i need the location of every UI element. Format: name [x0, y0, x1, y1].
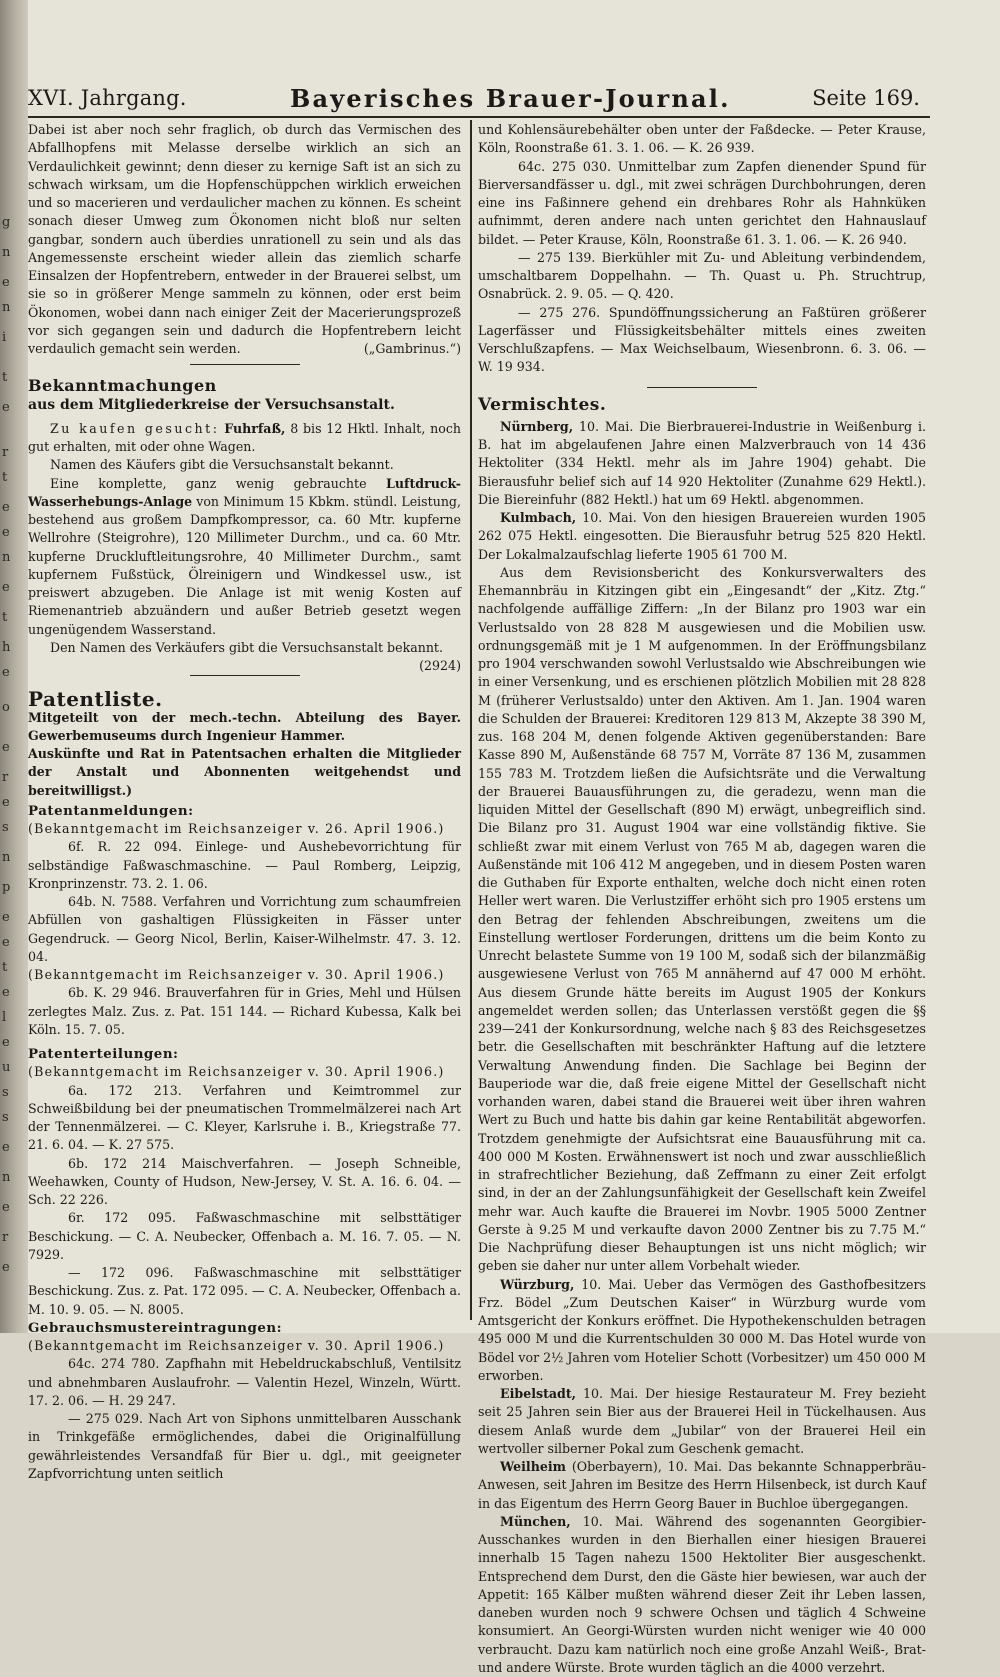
intro-paragraph — [28, 121, 461, 358]
journal-title: Bayerisches Brauer-Journal. — [290, 84, 731, 113]
geb-announcement: (Bekanntgemacht im Reichsanzeiger v. 30. April 1906.) — [28, 1338, 445, 1353]
geb-entry: 64c. 274 780. Zapfhahn mit Hebeldruckabschluß, Ventilsitz und abnehmbaren Auslaufrohr. — Valentin Hezel, Winzeln, Württ. 17. 2. 06. — H. 29 247. — [28, 1356, 461, 1408]
place-name: Würzburg, — [500, 1276, 575, 1292]
vermischtes-heading: Vermischtes. — [478, 394, 607, 415]
bek-paragraph-2: Namen des Käufers gibt die Versuchsanstalt bekannt. — [50, 457, 394, 473]
page-margin-strip — [0, 0, 28, 1333]
bek-paragraph-3 — [28, 475, 461, 639]
margin-letter: n — [2, 245, 11, 260]
news-text: 10. Mai. Von den hiesigen Brauereien wurden 1905 262 075 Hektl. eingesotten. Die Bierausfuhr betrug 525 820 Hektl. Der Lokalmalzaufschlag lieferte 1905 61 700 M. — [478, 510, 926, 562]
geb-entry: 64c. 275 030. Unmittelbar zum Zapfen dienender Spund für Bierversandfässer u. dgl., mit zwei schrägen Durchbohrungen, deren eine ins Faßinnere gehend ein drehbares Rohr als Hahnküken aufnimmt, deren andere nach unten gerichtet den Hahnauslauf bildet. — Peter Krause, Köln, Roonstraße 61. 3. 1. 06. — K. 26 940. — [478, 158, 926, 247]
margin-letter: e — [2, 935, 10, 950]
ert-entry: 6b. 172 214 Maischverfahren. — Joseph Schneible, Weehawken, County of Hudson, New-Jersey, V. St. A. 16. 6. 04. — Sch. 22 226. — [28, 1155, 461, 1207]
bek-p1-bold: Fuhrfaß, — [224, 420, 286, 436]
intro-source: („Gambrinus.“) — [363, 341, 461, 356]
margin-letter: o — [2, 700, 10, 715]
margin-letter: t — [2, 370, 8, 385]
margin-letter: s — [2, 1085, 9, 1100]
news-weilheim — [478, 1458, 926, 1513]
margin-letter: h — [2, 640, 11, 655]
margin-letter: e — [2, 580, 10, 595]
margin-letter: g — [2, 215, 11, 230]
news-nuernberg — [478, 418, 926, 509]
news-text: 10. Mai. Ueber das Vermögen des Gasthofbesitzers Frz. Bödel „Zum Deutschen Kaiser“ in Würzburg wurde vom Amtsgericht der Konkurs eröffnet. Die Hypothekenschulden betragen 495 000 M und die Kurrentschulden 30 000 M. Das Hotel wurde von Bödel vor 2½ Jahren vom Hotelier Schott (Vorbesitzer) um 450 000 M erworben. — [478, 1276, 926, 1383]
right-column — [478, 121, 926, 1677]
news-wuerzburg — [478, 1276, 926, 1386]
bekanntmachungen-subheading: aus dem Mitgliederkreise der Versuchsanstalt. — [28, 396, 395, 413]
volume-label: XVI. Jahrgang. — [28, 86, 187, 110]
margin-letter: e — [2, 795, 10, 810]
news-muenchen — [478, 1513, 926, 1677]
margin-letter: n — [2, 1170, 11, 1185]
bek-p1-rest: 8 bis 12 Hktl. Inhalt, noch gut erhalten, mit oder ohne Wagen. — [28, 420, 461, 454]
place-name: München, — [500, 1513, 571, 1529]
patentliste-subheading: Mitgeteilt von der mech.-techn. Abteilung des Bayer. Gewerbemuseums durch Ingenieur Hammer. — [28, 709, 461, 743]
margin-letter: e — [2, 275, 10, 290]
margin-letter: e — [2, 985, 10, 1000]
gebrauchsmuster-heading: Gebrauchsmustereintragungen: — [28, 1319, 283, 1336]
margin-letter: e — [2, 665, 10, 680]
margin-letter: s — [2, 820, 9, 835]
bekanntmachungen-heading: Bekanntmachungen — [28, 376, 217, 396]
margin-letter: r — [2, 1230, 9, 1245]
bek-paragraph-4 — [28, 639, 461, 673]
margin-letter: e — [2, 1035, 10, 1050]
margin-letter: e — [2, 1260, 10, 1275]
ert-entry: 6r. 172 095. Faßwaschmaschine mit selbsttätiger Beschickung. — C. A. Neubecker, Offenbach a. M. 16. 7. 05. — N. 7929. — [28, 1210, 461, 1262]
header-rule — [28, 116, 930, 118]
bek-p3-rest: von Minimum 15 Kbkm. stündl. Leistung, bestehend aus großem Dampfkompressor, ca. 60 Mtr. kupferne Wellrohre (Steigrohre), 120 Millimeter Durchm., und ca. 60 Mtr. kupferne Druckluftleitungsrohre, 40 Millimeter Durchm., samt kupfernem Fußstück, Ölreinigern und Windkessel usw., ist preiswert abzugeben. Die Anlage ist mit wenig Kosten auf Riemenantrieb abzuändern und außer Betrieb gesetzt wegen ungenügendem Wasserstand. — [28, 493, 461, 637]
bek-p1-lead: Zu kaufen gesucht: — [50, 420, 220, 436]
intro-text: Dabei ist aber noch sehr fraglich, ob durch das Vermischen des Abfallhopfens mit Melasse derselbe wirklich an sich an Verdaulichkeit gewinnt; denn dieser zu kernige Saft ist an sich zu schwach wirksam, um die Hopfenschüppchen wirklich erweichen und so macerieren und verdaulicher machen zu können. Es scheint sonach dieser Umweg zum Ökonomen nicht bloß nur selten gangbar, sondern auch überdies unrationell zu sein und als das Angemessenste erscheint wieder allein das ziemlich scharfe Einsalzen der Hopfentrebern, entweder in der Brauerei selbst, um sie so in größerer Menge sammeln zu können, oder erst beim Ökonomen, wobei dann nach einiger Zeit der Macerierungsprozeß vor sich gegangen sein und dadurch die Hopfentrebern leicht verdaulich gemacht sein werden. — [28, 122, 461, 356]
news-text: 10. Mai. Die Bierbrauerei-Industrie in Weißenburg i. B. hat im abgelaufenen Jahre einen Malzverbrauch von 14 436 Hektoliter (334 Hektl. mehr als im Jahre 1904) gehabt. Die Bierausfuhr belief sich auf 14 920 Hektoliter (Zunahme 629 Hektl.). Die Biereinfuhr (882 Hektl.) hat um 69 Hektl. abgenommen. — [478, 418, 926, 507]
margin-letter: e — [2, 525, 10, 540]
anm-entry: 6f. R. 22 094. Einlege- und Aushebevorrichtung für selbständige Faßwaschmaschine. — Paul Romberg, Leipzig, Kronprinzenstr. 73. 2. 1. 06. — [28, 839, 461, 891]
anm-announcement: (Bekanntgemacht im Reichsanzeiger v. 26. April 1906.) — [28, 821, 445, 836]
column-divider — [470, 120, 472, 1320]
margin-letter: e — [2, 400, 10, 415]
patent-continuation: und Kohlensäurebehälter oben unter der Faßdecke. — Peter Krause, Köln, Roonstraße 61. 3. 1. 06. — K. 26 939. — [478, 122, 926, 156]
bek-paragraph-1 — [28, 420, 461, 457]
anm-entry: 64b. N. 7588. Verfahren und Vorrichtung zum schaumfreien Abfüllen von gashaltigen Flüssigkeiten in Fässer unter Gegendruck. — Georg Nicol, Berlin, Kaiser-Wilhelmstr. 47. 3. 12. 04. — [28, 894, 461, 964]
margin-letter: t — [2, 960, 8, 975]
separator — [647, 387, 757, 388]
margin-letter: e — [2, 1140, 10, 1155]
left-column — [28, 121, 461, 1483]
news-text: 10. Mai. Während des sogenannten Georgibier-Ausschankes wurden in den Bierhallen einer hiesigen Brauerei innerhalb 15 Tagen nahezu 1500 Hektoliter Bier ausgeschenkt. Entsprechend dem Durst, den die Gäste hier bewiesen, war auch der Appetit: 165 Kälber mußten während dieser Zeit ihr Leben lassen, daneben wurden noch 9 schwere Ochsen und täglich 4 Schweine konsumiert. An Georgi-Würsten wurden nicht weniger wie 40 000 verbraucht. Dazu kam natürlich noch eine große Anzahl Weiß-, Brat- und andere Würste. Brote wurden täglich an die 4000 verzehrt. — [478, 1513, 926, 1675]
bek-p3-lead: Eine komplette, ganz wenig gebrauchte — [50, 475, 367, 491]
ert-entry: — 172 096. Faßwaschmaschine mit selbsttätiger Beschickung. Zus. z. Pat. 172 095. — C. A. Neubecker, Offenbach a. M. 10. 9. 05. — N. 8005. — [28, 1265, 461, 1317]
page-number: Seite 169. — [812, 86, 920, 110]
geb-entry: — 275 139. Bierkühler mit Zu- und Ableitung verbindendem, umschaltbarem Doppelhahn. — Th. Quast u. Ph. Struchtrup, Osnabrück. 2. 9. 05. — Q. 420. — [478, 249, 926, 302]
margin-letter: t — [2, 610, 8, 625]
anmeldungen-heading: Patentanmeldungen: — [28, 802, 194, 819]
margin-letter: l — [2, 1010, 7, 1025]
news-text: 10. Mai. Der hiesige Restaurateur M. Frey bezieht seit 25 Jahren sein Bier aus der Brauerei Heil in Tückelhausen. Aus diesem Anlaß wurde dem „Jubilar“ von der Brauerei Heil ein wertvoller silberner Pokal zum Geschenk gemacht. — [478, 1386, 926, 1456]
patentliste-heading: Patentliste. — [28, 687, 163, 712]
anm-entry: 6b. K. 29 946. Brauverfahren für in Gries, Mehl und Hülsen zerlegtes Malz. Zus. z. Pat. 151 144. — Richard Kubessa, Kalk bei Köln. 15. 7. 05. — [28, 985, 461, 1037]
ert-announcement: (Bekanntgemacht im Reichsanzeiger v. 30. April 1906.) — [28, 1064, 445, 1080]
margin-letter: r — [2, 445, 9, 460]
page-header — [28, 82, 928, 114]
separator — [190, 364, 300, 365]
margin-letter: e — [2, 740, 10, 755]
news-revisionsbericht: Aus dem Revisionsbericht des Konkursverwalters des Ehemannbräu in Kitzingen gibt ein „Eingesandt“ der „Kitz. Ztg.“ nachfolgende auffällige Ziffern: „In der Bilanz pro 1903 war ein Verlustsaldo von 28 828 M ausgewiesen und die Mobilien usw. ordnungsgemäß mit je 1 M aufgenommen. In der Eröffnungsbilanz pro 1904 verschwanden sowohl Verlustsaldo wie Abschreibungen wie in einer Versenkung, und es erschienen plötzlich Mobilien mit 28 828 M (früherer Verlustsaldo) unter den Aktiven. Am 1. Jan. 1904 waren die Schulden der Brauerei: Kreditoren 129 813 M, Akzepte 38 390 M, zus. 168 204 M, denen folgende Aktiven gegenüberstanden: Bare Kasse 890 M, Außenstände 68 757 M, Vorräte 87 136 M, zusammen 155 783 M. Trotzdem ließen die Aufsichtsräte und die Verwaltung der Brauerei Bauausführungen zu, die geradezu, wenn man die liquiden Mittel der Gesellschaft (890 M) erwägt, unbegreiflich sind. Die Bilanz pro 31. August 1904 war eine vollständig fiktive. Sie schließt zwar mit einem Verlust von 765 M ab, dagegen waren die Außenstände mit 106 412 M angegeben, und in diesem Posten waren die Guthaben für Exporte enthalten, welche doch nicht einen roten Heller wert waren. Die Verlustziffer erhöht sich pro 1905 erstens um den Betrag der fehlenden Abschreibungen, zweitens um die Einstellung wertloser Forderungen, drittens um die beim Konto zu Unrecht belastete Summe von 19 100 M, sodaß sich der bilanzmäßig ausgewiesene Verlust von 765 M annähernd auf 47 000 M erhöht. Aus diesem Grunde hätte bereits im August 1905 der Konkurs angemeldet werden sollen; das Unterlassen verstößt gegen die §§ 239—241 der Konkursordnung, welche nach § 83 des Reichsgesetzes betr. die Gesellschaften mit beschränkter Haftung auf die letztere Verwaltung Anwendung finden. Die Sachlage bei Beginn der Bauperiode war die, daß freie eigene Mittel der Gesellschaft nicht vorhanden waren, dabei stand die Brauerei weit über ihren wahren Wert zu Buch und hatte bis dahin gar keine Rentabilität abgeworfen. Trotzdem genehmigte der Aufsichtsrat eine Bauausführung mit ca. 400 000 M Kosten. Erwähnenswert ist noch und zwar ausschließlich in strafrechtlicher Beziehung, daß Zeffmann zu einer Zeit erfolgt sind, in der an der Zahlungsunfähigkeit der Gesellschaft kein Zweifel mehr war. Auch kaufte die Brauerei im Novbr. 1905 5000 Zentner Gerste à 9.25 M und verkaufte davon 2000 Zentner bis zu 7.75 M.“ Die Nachprüfung dieser Behauptungen ist uns nicht möglich; wir geben sie daher nur unter allem Vorbehalt wieder. — [478, 564, 926, 1274]
news-eibelstadt — [478, 1385, 926, 1458]
margin-letter: e — [2, 910, 10, 925]
place-name: Nürnberg, — [500, 418, 574, 434]
margin-letter: t — [2, 470, 8, 485]
place-name: Kulmbach, — [500, 510, 577, 525]
geb-entry: — 275 276. Spundöffnungssicherung an Faßtüren größerer Lagerfässer und Flüssigkeitsbehälter mittels eines zweiten Verschlußzapfens. — Max Weichselbaum, Wiesenbronn. 6. 3. 06. — W. 19 934. — [478, 304, 926, 375]
margin-letter: n — [2, 300, 11, 315]
ert-entry: 6a. 172 213. Verfahren und Keimtrommel zur Schweißbildung bei der pneumatischen Trommelmälzerei nach Art der Tennenmälzerei. — C. Kleyer, Karlsruhe i. B., Kriegstraße 77. 21. 6. 04. — K. 27 575. — [28, 1082, 461, 1153]
geb-entry: — 275 029. Nach Art von Siphons unmittelbaren Ausschank in Trinkgefäße ermöglichendes, dabei die Originalfüllung gewährleistendes Versandfaß für Bier u. dgl., mit geeigneter Zapfvorrichtung unten seitlich — [28, 1411, 461, 1481]
bek-p4-number: (2924) — [419, 658, 461, 673]
margin-letter: p — [2, 880, 11, 895]
separator — [190, 675, 300, 676]
margin-letter: e — [2, 500, 10, 515]
place-name: Weilheim — [500, 1459, 566, 1474]
patentliste-note: Auskünfte und Rat in Patentsachen erhalten die Mitglieder der Anstalt und Abonnenten weitgehendst und bereitwilligst.) — [28, 746, 461, 798]
news-kulmbach — [478, 509, 926, 564]
anm-announcement: (Bekanntgemacht im Reichsanzeiger v. 30. April 1906.) — [28, 967, 445, 982]
margin-letter: i — [2, 330, 7, 345]
margin-letter: n — [2, 550, 11, 565]
bek-p3-bold: Luftdruck-Wasserhebungs-Anlage — [28, 475, 461, 509]
margin-letter: s — [2, 1110, 9, 1125]
margin-letter: e — [2, 1200, 10, 1215]
bek-p4-text: Den Namen des Verkäufers gibt die Versuchsanstalt bekannt. — [50, 639, 444, 655]
margin-letter: r — [2, 770, 9, 785]
margin-letter: n — [2, 850, 11, 865]
place-name: Eibelstadt, — [500, 1386, 577, 1401]
news-text: (Oberbayern), 10. Mai. Das bekannte Schnapperbräu-Anwesen, seit Jahren im Besitze des Herrn Hilsenbeck, ist durch Kauf in das Eigentum des Herrn Georg Bauer in Buchloe übergegangen. — [478, 1459, 927, 1511]
erteilungen-heading: Patenterteilungen: — [28, 1046, 179, 1062]
margin-letter: u — [2, 1060, 11, 1075]
